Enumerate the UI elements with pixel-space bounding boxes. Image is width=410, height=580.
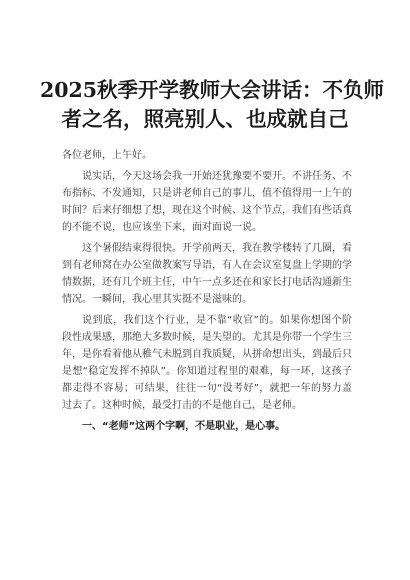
document-body	[62, 148, 352, 440]
document-title	[40, 76, 385, 134]
title-line-1: 2025秋季开学教师大会讲话：不负师	[40, 78, 385, 102]
section-heading: 一、“老师”这两个字啊，不是职业，是心事。	[82, 421, 286, 433]
paragraph-2: 这个暑假结束得很快。开学前两天，我在教学楼转了几圈，看到有老师窝在办公室做教案写导语，有人在会议室复盘上学期的学情数据，还有几个班主任，中午一点多还在和家长打电话沟通新生情况。一瞬间，我心里其实挺不是滋味的。	[62, 243, 352, 306]
salutation: 各位老师，上午好。	[62, 150, 152, 161]
paragraph-3: 说到底，我们这个行业，是不靠“收官”的。如果你想图个阶段性成果感，那绝大多数时候，是失望的。尤其是你带一个学生三年，是你看着他从稚气未脱到自我质疑，从拼命想出头，到最后只是想“稳定发挥不掉队”。你知道过程里的艰难，每一环，这孩子都走得不容易；可结果，往往一句“没考好”，就把一年的努力盖过去了。这种时候，最受打击的不是他自己，是老师。	[62, 315, 352, 411]
title-line-2: 者之名，照亮别人、也成就自己	[61, 107, 349, 131]
paragraph-1: 说实话，今天这场会我一开始还犹豫要不要开。不讲任务、不布指标、不发通知，只是讲老师自己的事儿，值不值得用一上午的时间？后来仔细想了想，现在这个时候、这个节点，我们有些话真的不能不说，也应该坐下来，面对面说一说。	[62, 171, 352, 234]
